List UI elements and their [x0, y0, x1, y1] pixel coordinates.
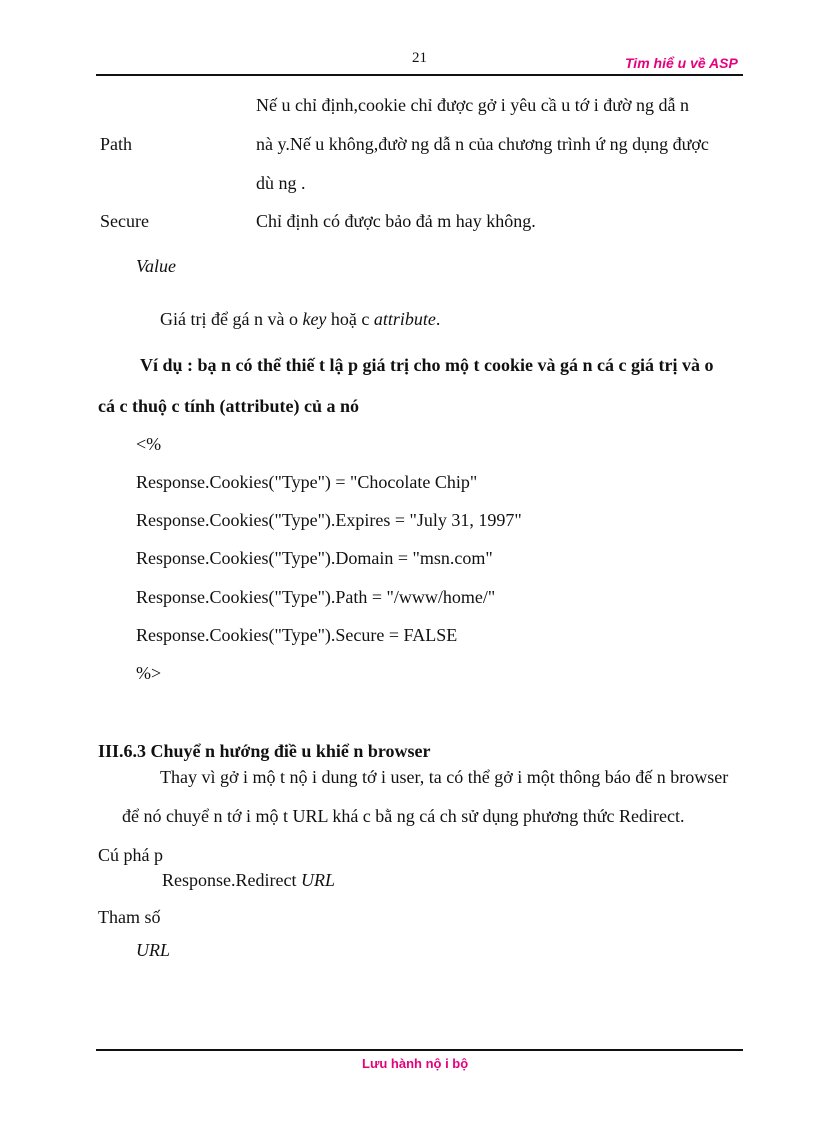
code-line: %> — [136, 663, 162, 683]
secure-term: Secure — [100, 211, 149, 231]
path-description-line-2: nà y.Nế u không,đườ ng dẫ n của chương trình ứ ng dụng được — [256, 134, 709, 154]
code-line: Response.Cookies("Type").Domain = "msn.com" — [136, 548, 493, 568]
parameters-label: Tham số — [98, 907, 161, 927]
section-heading: III.6.3 Chuyể n hướng điề u khiể n browser — [98, 741, 431, 761]
value-desc-end: . — [435, 309, 441, 329]
code-line: Response.Cookies("Type").Expires = "July 31, 1997" — [136, 510, 522, 530]
section-paragraph-line-1: Thay vì gở i mộ t nộ i dung tớ i user, ta có thể gở i một thông báo đế n browser — [160, 767, 729, 787]
syntax-code-param: URL — [300, 870, 335, 890]
secure-description: Chỉ định có được bảo đả m hay không. — [256, 211, 536, 231]
code-line: Response.Cookies("Type").Path = "/www/home/" — [136, 587, 496, 607]
value-description — [160, 309, 440, 330]
header-rule — [96, 74, 743, 76]
path-description-line-3: dù ng . — [256, 173, 306, 193]
footer-rule — [96, 1049, 743, 1051]
footer-text: Lưu hành nộ i bộ — [362, 1056, 469, 1071]
syntax-label: Cú phá p — [98, 845, 163, 865]
parameter-url: URL — [136, 940, 171, 960]
example-intro-line-1: Ví dụ : bạ n có thể thiế t lậ p giá trị cho mộ t cookie và gá n cá c giá trị và o — [140, 355, 714, 375]
value-desc-mid: hoặ c — [326, 309, 374, 329]
value-heading: Value — [136, 256, 176, 276]
code-line: <% — [136, 434, 162, 454]
path-description-line-1: Nế u chỉ định,cookie chỉ được gở i yêu cầ u tớ i đườ ng dẫ n — [256, 95, 689, 115]
path-term: Path — [100, 134, 133, 154]
value-desc-prefix: Giá trị để gá n và o — [160, 309, 303, 329]
document-title: Tim hiể u về ASP — [625, 55, 738, 71]
value-desc-attribute: attribute — [373, 309, 436, 329]
example-intro-line-2: cá c thuộ c tính (attribute) củ a nó — [98, 396, 359, 416]
syntax-code — [162, 870, 335, 891]
section-paragraph-line-2: để nó chuyể n tớ i mộ t URL khá c bằ ng cá ch sử dụng phương thức Redirect. — [122, 806, 685, 826]
syntax-code-text: Response.Redirect — [162, 870, 301, 890]
value-desc-key: key — [302, 309, 327, 329]
code-line: Response.Cookies("Type").Secure = FALSE — [136, 625, 458, 645]
page-number: 21 — [412, 50, 427, 66]
code-line: Response.Cookies("Type") = "Chocolate Chip" — [136, 472, 478, 492]
